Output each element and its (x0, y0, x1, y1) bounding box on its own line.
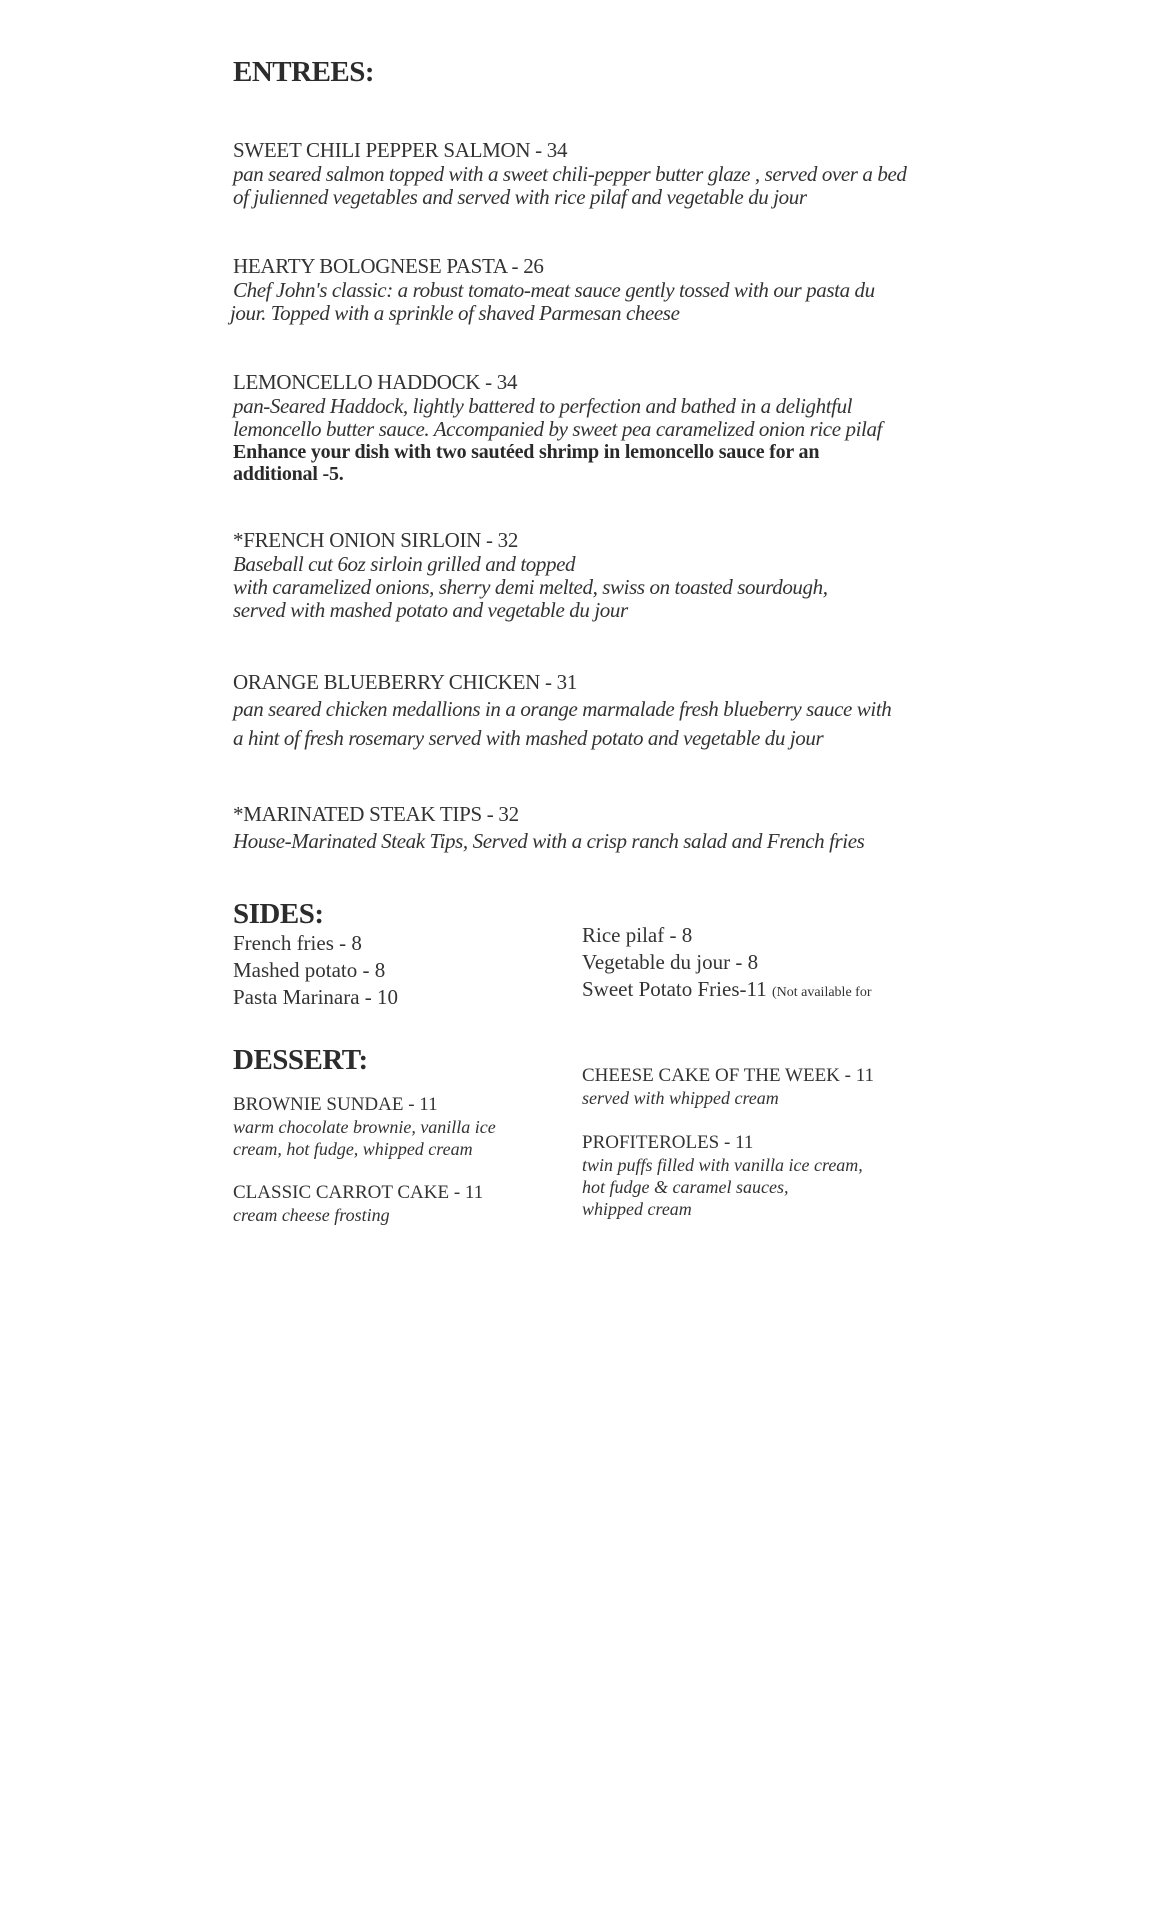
desc-line: Baseball cut 6oz sirloin grilled and topped (233, 552, 576, 576)
entree-description (233, 827, 993, 856)
entree-description (233, 163, 993, 209)
side-item-sweet-potato (582, 976, 871, 1006)
desc-line: jour. Topped with a sprinkle of shaved Parmesan cheese (230, 301, 680, 325)
entree-title: SWEET CHILI PEPPER SALMON - 34 (233, 138, 568, 162)
sides-heading: SIDES: (233, 898, 324, 930)
side-item: Rice pilaf - 8 (582, 923, 693, 947)
sides-left-column (233, 930, 398, 1011)
desc-line: pan seared chicken medallions in a orange marmalade fresh blueberry sauce with (233, 697, 892, 721)
note-line: Enhance your dish with two sautéed shrimp in lemoncello sauce for an (233, 441, 820, 463)
entree-title: LEMONCELLO HADDOCK - 34 (233, 370, 518, 394)
desc-line: a hint of fresh rosemary served with mashed potato and vegetable du jour (233, 726, 824, 750)
dessert-title: BROWNIE SUNDAE - 11 (233, 1094, 438, 1115)
desc-line: warm chocolate brownie, vanilla ice (233, 1117, 496, 1137)
entree-description (233, 395, 993, 441)
dessert-description (233, 1204, 483, 1226)
entree-item-bolognese (230, 254, 990, 325)
entree-description (233, 695, 993, 753)
entree-item-salmon (233, 138, 993, 209)
dessert-item-profiteroles (582, 1132, 863, 1220)
desc-line: with caramelized onions, sherry demi melted, swiss on toasted sourdough, (233, 575, 828, 599)
desc-line: of julienned vegetables and served with rice pilaf and vegetable du jour (233, 185, 807, 209)
dessert-title: PROFITEROLES - 11 (582, 1132, 754, 1153)
desc-line: Chef John's classic: a robust tomato-meat sauce gently tossed with our pasta du (233, 278, 875, 302)
dessert-description (582, 1087, 874, 1109)
entree-title: *FRENCH ONION SIRLOIN - 32 (233, 528, 519, 552)
dessert-description (233, 1116, 496, 1160)
dessert-item-cheesecake (582, 1065, 874, 1109)
entree-addon-note (233, 441, 993, 485)
desc-line: twin puffs filled with vanilla ice cream, (582, 1155, 863, 1175)
side-item-label: Sweet Potato Fries-11 (582, 977, 767, 1001)
desc-line: whipped cream (582, 1199, 692, 1219)
desc-line: served with whipped cream (582, 1088, 779, 1108)
desc-line: pan seared salmon topped with a sweet chili-pepper butter glaze , served over a bed (233, 162, 907, 186)
desc-line: cream, hot fudge, whipped cream (233, 1139, 473, 1159)
desc-line: lemoncello butter sauce. Accompanied by sweet pea caramelized onion rice pilaf (233, 417, 882, 441)
note-line: additional -5. (233, 463, 344, 485)
side-item-note: (Not available for (771, 985, 872, 1000)
desc-line: hot fudge & caramel sauces, (582, 1177, 789, 1197)
entree-item-haddock (233, 370, 993, 485)
entree-item-chicken (233, 670, 993, 753)
dessert-item-brownie (233, 1094, 496, 1160)
side-item: Vegetable du jour - 8 (582, 950, 759, 974)
side-item: French fries - 8 (233, 931, 362, 955)
side-item: Pasta Marinara - 10 (233, 985, 399, 1009)
side-item: Mashed potato - 8 (233, 958, 386, 982)
entree-title: *MARINATED STEAK TIPS - 32 (233, 802, 519, 826)
desc-line: House-Marinated Steak Tips, Served with a crisp ranch salad and French fries (233, 829, 865, 853)
desc-line: cream cheese frosting (233, 1205, 390, 1225)
entree-description (233, 553, 993, 622)
entrees-heading: ENTREES: (233, 56, 375, 88)
dessert-heading: DESSERT: (233, 1044, 368, 1076)
entree-item-sirloin (233, 528, 993, 622)
dessert-title: CHEESE CAKE OF THE WEEK - 11 (582, 1065, 875, 1086)
entree-title: ORANGE BLUEBERRY CHICKEN - 31 (233, 670, 578, 694)
entree-description (230, 279, 990, 325)
entree-title: HEARTY BOLOGNESE PASTA - 26 (233, 254, 544, 278)
entree-item-steak-tips (233, 802, 993, 856)
desc-line: pan-Seared Haddock, lightly battered to perfection and bathed in a delightful (233, 394, 853, 418)
dessert-item-carrot-cake (233, 1182, 483, 1226)
dessert-title: CLASSIC CARROT CAKE - 11 (233, 1182, 484, 1203)
desc-line: served with mashed potato and vegetable du jour (233, 598, 628, 622)
dessert-description (582, 1154, 863, 1220)
sides-right-column (582, 922, 871, 1006)
